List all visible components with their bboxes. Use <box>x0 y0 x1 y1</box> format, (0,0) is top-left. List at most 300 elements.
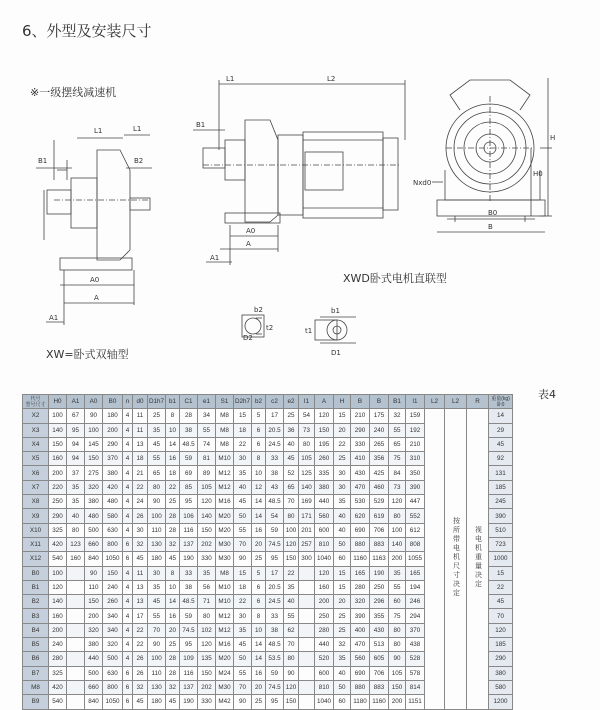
table-cell: 16 <box>252 666 266 680</box>
table-cell: 20 <box>334 595 351 609</box>
table-cell: 883 <box>370 537 389 551</box>
table-cell: M8 <box>216 566 234 580</box>
table-cell: 420 <box>49 680 67 694</box>
table-cell <box>299 623 315 637</box>
table-cell: 355 <box>370 609 389 623</box>
table-cell: 22 <box>334 437 351 451</box>
header-cell: H <box>334 395 351 409</box>
header-corner: 代号 型号尺寸 <box>23 395 49 409</box>
model-cell: X12 <box>23 552 49 566</box>
table-cell: 356 <box>370 452 389 466</box>
table-cell <box>67 566 85 580</box>
table-cell: 52 <box>284 466 299 480</box>
table-cell: 30 <box>234 452 252 466</box>
table-cell: 6 <box>252 423 266 437</box>
table-cell: 320 <box>351 595 370 609</box>
table-cell: 22 <box>234 437 252 451</box>
table-cell: M12 <box>216 609 234 623</box>
table-cell: 32 <box>334 638 351 652</box>
table-cell: 250 <box>49 495 67 509</box>
table-cell: 55 <box>234 523 252 537</box>
table-cell: 100 <box>49 409 67 423</box>
table-cell: 100 <box>148 652 166 666</box>
model-cell: B5 <box>23 638 49 652</box>
table-cell: 54 <box>266 509 284 523</box>
weight-cell: 290 <box>489 652 513 666</box>
table-cell: 35 <box>234 466 252 480</box>
table-cell: 350 <box>406 466 425 480</box>
table-cell: 45 <box>234 638 252 652</box>
table-cell: 210 <box>406 437 425 451</box>
table-cell <box>67 652 85 666</box>
model-cell: B9 <box>23 695 49 709</box>
table-cell: 370 <box>406 623 425 637</box>
table-cell <box>67 595 85 609</box>
table-cell: 28 <box>166 523 180 537</box>
model-cell: B1 <box>23 580 49 594</box>
table-cell: 430 <box>351 466 370 480</box>
table-cell: 159 <box>406 409 425 423</box>
table-cell: 45 <box>148 437 166 451</box>
table-cell: 150 <box>315 423 334 437</box>
table-cell: M8 <box>216 409 234 423</box>
svg-text:A0: A0 <box>246 227 256 235</box>
table-cell <box>299 595 315 609</box>
model-cell: X4 <box>23 437 49 451</box>
table-cell <box>299 652 315 666</box>
table-cell <box>299 666 315 680</box>
table-cell: 140 <box>198 509 216 523</box>
table-cell: 275 <box>85 466 103 480</box>
table-cell: 25 <box>148 409 166 423</box>
model-cell: B4 <box>23 623 49 637</box>
table-cell: 80 <box>389 509 406 523</box>
weight-cell: 1000 <box>489 552 513 566</box>
table-cell: 55 <box>389 580 406 594</box>
table-cell: 32 <box>133 680 148 694</box>
table-cell: 560 <box>351 652 370 666</box>
table-cell: M30 <box>216 537 234 551</box>
table-cell: 800 <box>103 537 123 551</box>
table-cell: 150 <box>389 680 406 694</box>
table-cell: 513 <box>370 638 389 652</box>
motor-weight-note <box>467 409 489 709</box>
table-cell: 1160 <box>370 695 389 709</box>
table-cell: 81 <box>198 452 216 466</box>
table-cell: 190 <box>180 552 198 566</box>
model-cell: X2 <box>23 409 49 423</box>
table-cell: 169 <box>299 495 315 509</box>
table-cell: 120 <box>284 537 299 551</box>
page-title: 6、外型及安装尺寸 <box>22 22 152 40</box>
svg-text:Nxd0: Nxd0 <box>413 179 432 187</box>
table-cell: 578 <box>406 666 425 680</box>
table-cell: 438 <box>406 638 425 652</box>
table-cell: 150 <box>198 666 216 680</box>
weight-cell: 29 <box>489 423 513 437</box>
model-cell: X5 <box>23 452 49 466</box>
table-cell: 30 <box>133 523 148 537</box>
table-cell: 32 <box>133 537 148 551</box>
table-cell: 150 <box>49 437 67 451</box>
table-cell: 10 <box>166 423 180 437</box>
table-cell: 20.5 <box>266 423 284 437</box>
table-cell: 330 <box>198 695 216 709</box>
table-cell: 22 <box>133 623 148 637</box>
table-cell: 21 <box>133 466 148 480</box>
table-cell: 6 <box>252 595 266 609</box>
header-cell: B1 <box>389 395 406 409</box>
weight-cell: 723 <box>489 537 513 551</box>
table-cell: 73 <box>389 480 406 494</box>
table-cell: 45 <box>166 695 180 709</box>
table-cell: 4 <box>123 509 133 523</box>
svg-text:A0: A0 <box>90 276 100 284</box>
table-cell: 15 <box>234 409 252 423</box>
table-cell: 630 <box>103 523 123 537</box>
table-cell: 4 <box>123 437 133 451</box>
table-cell: 100 <box>148 509 166 523</box>
table-cell: 59 <box>266 523 284 537</box>
table-cell: 6 <box>252 437 266 451</box>
table-cell: 4 <box>123 609 133 623</box>
table-cell: 240 <box>103 580 123 594</box>
table-cell: 4 <box>123 495 133 509</box>
table-cell: 447 <box>406 495 425 509</box>
table-cell: 1160 <box>351 552 370 566</box>
table-cell: 25 <box>334 623 351 637</box>
table-cell: 73 <box>299 423 315 437</box>
table-cell: 95 <box>180 495 198 509</box>
table-cell: 296 <box>370 595 389 609</box>
table-cell: 56 <box>198 580 216 594</box>
table-cell: 20 <box>252 537 266 551</box>
table-cell: 90 <box>85 409 103 423</box>
table-cell: 38 <box>180 580 198 594</box>
table-cell <box>67 680 85 694</box>
table-cell: 200 <box>315 595 334 609</box>
table-cell: 1151 <box>406 695 425 709</box>
table-cell: 60 <box>334 552 351 566</box>
table-cell: 690 <box>351 523 370 537</box>
table-cell: 192 <box>406 423 425 437</box>
table-cell: 4 <box>123 638 133 652</box>
table-cell: 116 <box>180 666 198 680</box>
table-cell: 105 <box>198 480 216 494</box>
table-cell: 80 <box>299 437 315 451</box>
table-cell: M10 <box>216 595 234 609</box>
table-cell: M16 <box>216 638 234 652</box>
table-cell: 340 <box>103 623 123 637</box>
table-cell: 150 <box>284 695 299 709</box>
motor-size-note <box>445 409 467 709</box>
table-cell: 110 <box>148 523 166 537</box>
table-cell: 94 <box>67 437 85 451</box>
table-cell: 6 <box>123 537 133 551</box>
table-cell: 25 <box>166 638 180 652</box>
table-cell: 18 <box>133 452 148 466</box>
table-cell: 130 <box>148 680 166 694</box>
table-caption: 表4 <box>538 388 556 401</box>
table-cell: 690 <box>351 666 370 680</box>
table-cell: 380 <box>85 638 103 652</box>
header-cell: B0 <box>103 395 123 409</box>
table-cell: 135 <box>198 652 216 666</box>
table-cell: 202 <box>198 537 216 551</box>
table-cell: 50 <box>334 680 351 694</box>
table-cell: 90 <box>234 695 252 709</box>
table-cell <box>67 666 85 680</box>
table-cell: 35 <box>334 495 351 509</box>
table-cell: 1050 <box>103 695 123 709</box>
table-cell: 612 <box>406 523 425 537</box>
table-cell: 660 <box>85 680 103 694</box>
table-cell: 120 <box>198 495 216 509</box>
table-cell: 110 <box>85 580 103 594</box>
table-cell: 40 <box>334 509 351 523</box>
table-cell: 202 <box>198 680 216 694</box>
table-cell <box>67 609 85 623</box>
table-cell: 59 <box>266 666 284 680</box>
table-cell: 120 <box>389 495 406 509</box>
table-cell: 95 <box>180 638 198 652</box>
table-cell: 32 <box>166 680 180 694</box>
table-cell: 22 <box>284 566 299 580</box>
weight-cell: 131 <box>489 466 513 480</box>
table-cell: 180 <box>148 695 166 709</box>
table-cell: 880 <box>351 537 370 551</box>
table-cell: 25 <box>334 609 351 623</box>
table-cell: 470 <box>351 638 370 652</box>
table-cell: 300 <box>299 552 315 566</box>
table-cell: 14 <box>166 437 180 451</box>
table-cell: 11 <box>133 566 148 580</box>
table-cell: 33 <box>180 566 198 580</box>
table-cell: 530 <box>351 495 370 509</box>
table-cell: 440 <box>85 652 103 666</box>
table-cell: 24 <box>133 495 148 509</box>
table-cell: 94 <box>67 452 85 466</box>
table-cell: 380 <box>315 480 334 494</box>
table-cell: 14 <box>252 652 266 666</box>
svg-text:A: A <box>246 240 251 248</box>
table-cell: 74.5 <box>180 623 198 637</box>
table-cell: 80 <box>284 509 299 523</box>
table-cell: 85 <box>180 480 198 494</box>
table-cell: 140 <box>49 595 67 609</box>
svg-text:t2: t2 <box>266 324 274 332</box>
table-cell: 440 <box>315 638 334 652</box>
table-cell: 480 <box>103 495 123 509</box>
table-cell: 55 <box>284 609 299 623</box>
svg-text:D2: D2 <box>243 334 253 342</box>
model-cell: X9 <box>23 509 49 523</box>
table-cell: 28 <box>166 652 180 666</box>
model-cell: X11 <box>23 537 49 551</box>
table-cell: 59 <box>180 452 198 466</box>
svg-text:b1: b1 <box>331 307 340 315</box>
table-cell: 32 <box>389 409 406 423</box>
table-cell: 17 <box>266 566 284 580</box>
table-cell: 529 <box>370 495 389 509</box>
table-cell: 75 <box>389 609 406 623</box>
table-cell: 257 <box>299 537 315 551</box>
model-cell: X7 <box>23 480 49 494</box>
table-cell: 106 <box>180 509 198 523</box>
table-cell: 294 <box>406 609 425 623</box>
table-cell: 120 <box>284 680 299 694</box>
table-cell: 18 <box>234 580 252 594</box>
table-cell: 883 <box>370 680 389 694</box>
table-cell: 55 <box>389 423 406 437</box>
table-cell: 69 <box>180 466 198 480</box>
table-cell: 190 <box>370 566 389 580</box>
table-cell: 14 <box>252 509 266 523</box>
table-cell: 200 <box>49 623 67 637</box>
table-cell: 660 <box>85 537 103 551</box>
table-cell: 48.5 <box>180 595 198 609</box>
table-cell: 800 <box>103 680 123 694</box>
header-cell: e1 <box>198 395 216 409</box>
table-cell: 25 <box>284 409 299 423</box>
weight-cell: 380 <box>489 666 513 680</box>
table-cell: 380 <box>103 466 123 480</box>
svg-text:L1: L1 <box>226 75 235 83</box>
table-cell: 220 <box>49 480 67 494</box>
table-cell <box>299 680 315 694</box>
svg-text:B0: B0 <box>488 209 498 217</box>
table-cell: 62 <box>284 623 299 637</box>
weight-cell: 1200 <box>489 695 513 709</box>
header-cell: l1 <box>299 395 315 409</box>
table-cell: 250 <box>315 609 334 623</box>
table-cell: 80 <box>389 623 406 637</box>
table-cell: 4 <box>123 480 133 494</box>
table-cell: 810 <box>315 680 334 694</box>
table-cell: 706 <box>370 523 389 537</box>
table-cell: 10 <box>252 466 266 480</box>
weight-cell: 92 <box>489 452 513 466</box>
table-cell: 840 <box>85 695 103 709</box>
table-cell: 430 <box>370 623 389 637</box>
table-cell: 55 <box>198 423 216 437</box>
table-cell: 500 <box>103 652 123 666</box>
table-cell: 80 <box>198 609 216 623</box>
svg-text:L1: L1 <box>133 125 142 133</box>
table-cell: 4 <box>123 523 133 537</box>
table-cell: 110 <box>148 666 166 680</box>
table-cell: 80 <box>284 652 299 666</box>
header-cell: d0 <box>133 395 148 409</box>
header-cell: e2 <box>284 395 299 409</box>
table-cell: 35 <box>67 480 85 494</box>
table-cell: 420 <box>49 537 67 551</box>
table-cell: 24.5 <box>266 437 284 451</box>
table-cell: 8 <box>166 409 180 423</box>
table-cell: 8 <box>252 452 266 466</box>
shaft-key-detail-drawing <box>242 315 356 343</box>
header-cell: b1 <box>166 395 180 409</box>
table-cell: 54 <box>299 409 315 423</box>
table-cell: 22 <box>133 480 148 494</box>
table-cell: 95 <box>266 552 284 566</box>
table-cell: 20 <box>166 623 180 637</box>
weight-header: 重量(kg) 卧0 <box>489 395 513 409</box>
table-cell: 4 <box>123 580 133 594</box>
table-cell: 102 <box>198 623 216 637</box>
table-cell: 38 <box>266 466 284 480</box>
table-cell: 35 <box>389 566 406 580</box>
weight-cell: 390 <box>489 509 513 523</box>
table-cell: 14 <box>252 638 266 652</box>
table-cell: 200 <box>85 609 103 623</box>
table-cell: 280 <box>315 623 334 637</box>
table-cell: 6 <box>123 552 133 566</box>
table-cell: 71 <box>198 595 216 609</box>
table-cell: 16 <box>166 609 180 623</box>
table-cell: 95 <box>266 695 284 709</box>
table-cell <box>299 609 315 623</box>
table-cell: 28 <box>180 409 198 423</box>
table-cell: 80 <box>389 638 406 652</box>
table-cell: 1040 <box>315 695 334 709</box>
table-cell: 30 <box>334 480 351 494</box>
table-cell: 6 <box>123 695 133 709</box>
table-cell: 90 <box>148 495 166 509</box>
svg-text:A1: A1 <box>210 254 220 262</box>
svg-text:B1: B1 <box>38 157 48 165</box>
header-cell: b2 <box>252 395 266 409</box>
svg-text:t1: t1 <box>305 327 313 335</box>
table-cell: 200 <box>389 695 406 709</box>
table-cell: 48.5 <box>266 638 284 652</box>
svg-text:L2: L2 <box>327 75 336 83</box>
table-cell: 84 <box>389 466 406 480</box>
table-cell: 520 <box>315 652 334 666</box>
table-cell: 194 <box>406 580 425 594</box>
table-cell: 260 <box>103 595 123 609</box>
table-cell: 200 <box>389 552 406 566</box>
svg-text:B: B <box>488 223 493 231</box>
table-cell: 90 <box>85 566 103 580</box>
table-cell: 30 <box>148 566 166 580</box>
svg-text:D1: D1 <box>331 349 341 357</box>
table-cell: 105 <box>299 452 315 466</box>
table-cell: 16 <box>166 452 180 466</box>
table-cell: 171 <box>299 509 315 523</box>
table-cell: 35 <box>284 580 299 594</box>
table-cell: 70 <box>234 537 252 551</box>
table-cell: 16 <box>252 523 266 537</box>
table-cell: 20.5 <box>266 580 284 594</box>
table-cell: 370 <box>103 452 123 466</box>
weight-cell: 15 <box>489 566 513 580</box>
svg-text:b2: b2 <box>254 306 263 314</box>
table-cell <box>299 566 315 580</box>
header-cell: A <box>315 395 334 409</box>
table-cell: 1163 <box>370 552 389 566</box>
header-cell: L2 <box>445 395 467 409</box>
table-cell: 500 <box>85 523 103 537</box>
table-cell: 160 <box>315 580 334 594</box>
model-cell: B3 <box>23 609 49 623</box>
table-cell: 4 <box>123 623 133 637</box>
table-cell: 4 <box>123 652 133 666</box>
xwd-caption: XWD卧式电机直联型 <box>343 272 447 285</box>
table-cell: 420 <box>103 480 123 494</box>
table-cell: M24 <box>216 666 234 680</box>
table-cell: 540 <box>49 695 67 709</box>
